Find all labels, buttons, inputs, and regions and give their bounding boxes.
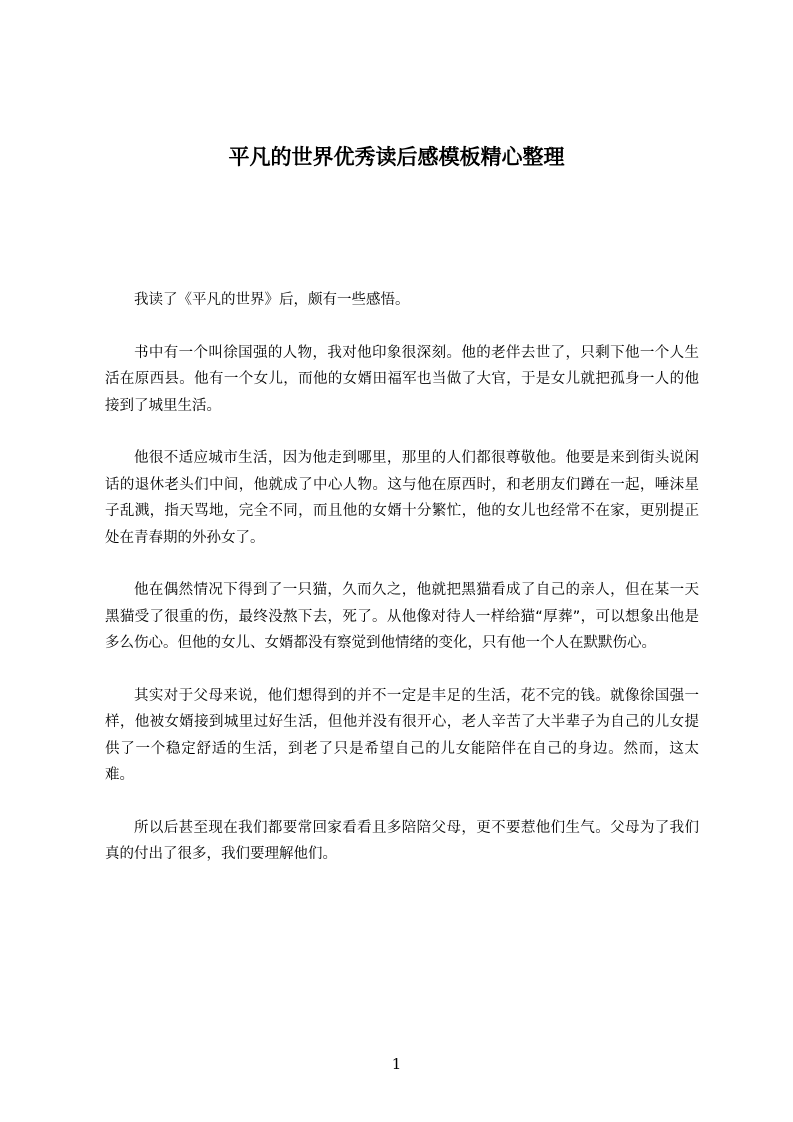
document-title: 平凡的世界优秀读后感模板精心整理 — [228, 145, 565, 169]
paragraph-4: 他在偶然情况下得到了一只猫，久而久之，他就把黑猫看成了自己的亲人，但在某一天黑猫受了很重的伤，最终没熬下去，死了。从他像对待人一样给猫“厚葬”，可以想象出他是多么伤心。但他的女儿、女婿都没有察觉到他情绪的变化，只有他一个人在默默伤心。 — [105, 582, 699, 651]
paragraph-1: 我读了《平凡的世界》后，颇有一些感悟。 — [134, 292, 410, 308]
paragraph-5: 其实对于父母来说，他们想得到的并不一定是丰足的生活，花不完的钱。就像徐国强一样，他被女婿接到城里过好生活，但他并没有很开心，老人辛苦了大半辈子为自己的儿女提供了一个稳定舒适的生活，到老了只是希望自己的儿女能陪伴在自己的身边。然而，这太难。 — [105, 687, 699, 783]
page-number: 1 — [391, 1055, 402, 1073]
document-body — [105, 287, 699, 894]
paragraph-3: 他很不适应城市生活，因为他走到哪里，那里的人们都很尊敬他。他要是来到街头说闲话的退休老头们中间，他就成了中心人物。这与他在原西时，和老朋友们蹲在一起，唾沫星子乱溅，指天骂地，完全不同，而且他的女婿十分繁忙，他的女儿也经常不在家，更别提正处在青春期的外孙女了。 — [105, 450, 699, 546]
paragraph-6: 所以后甚至现在我们都要常回家看看且多陪陪父母，更不要惹他们生气。父母为了我们真的付出了很多，我们要理解他们。 — [105, 819, 699, 862]
paragraph-2: 书中有一个叫徐国强的人物，我对他印象很深刻。他的老伴去世了，只剩下他一个人生活在原西县。他有一个女儿，而他的女婿田福军也当做了大官，于是女儿就把孤身一人的他接到了城里生活。 — [105, 344, 699, 414]
